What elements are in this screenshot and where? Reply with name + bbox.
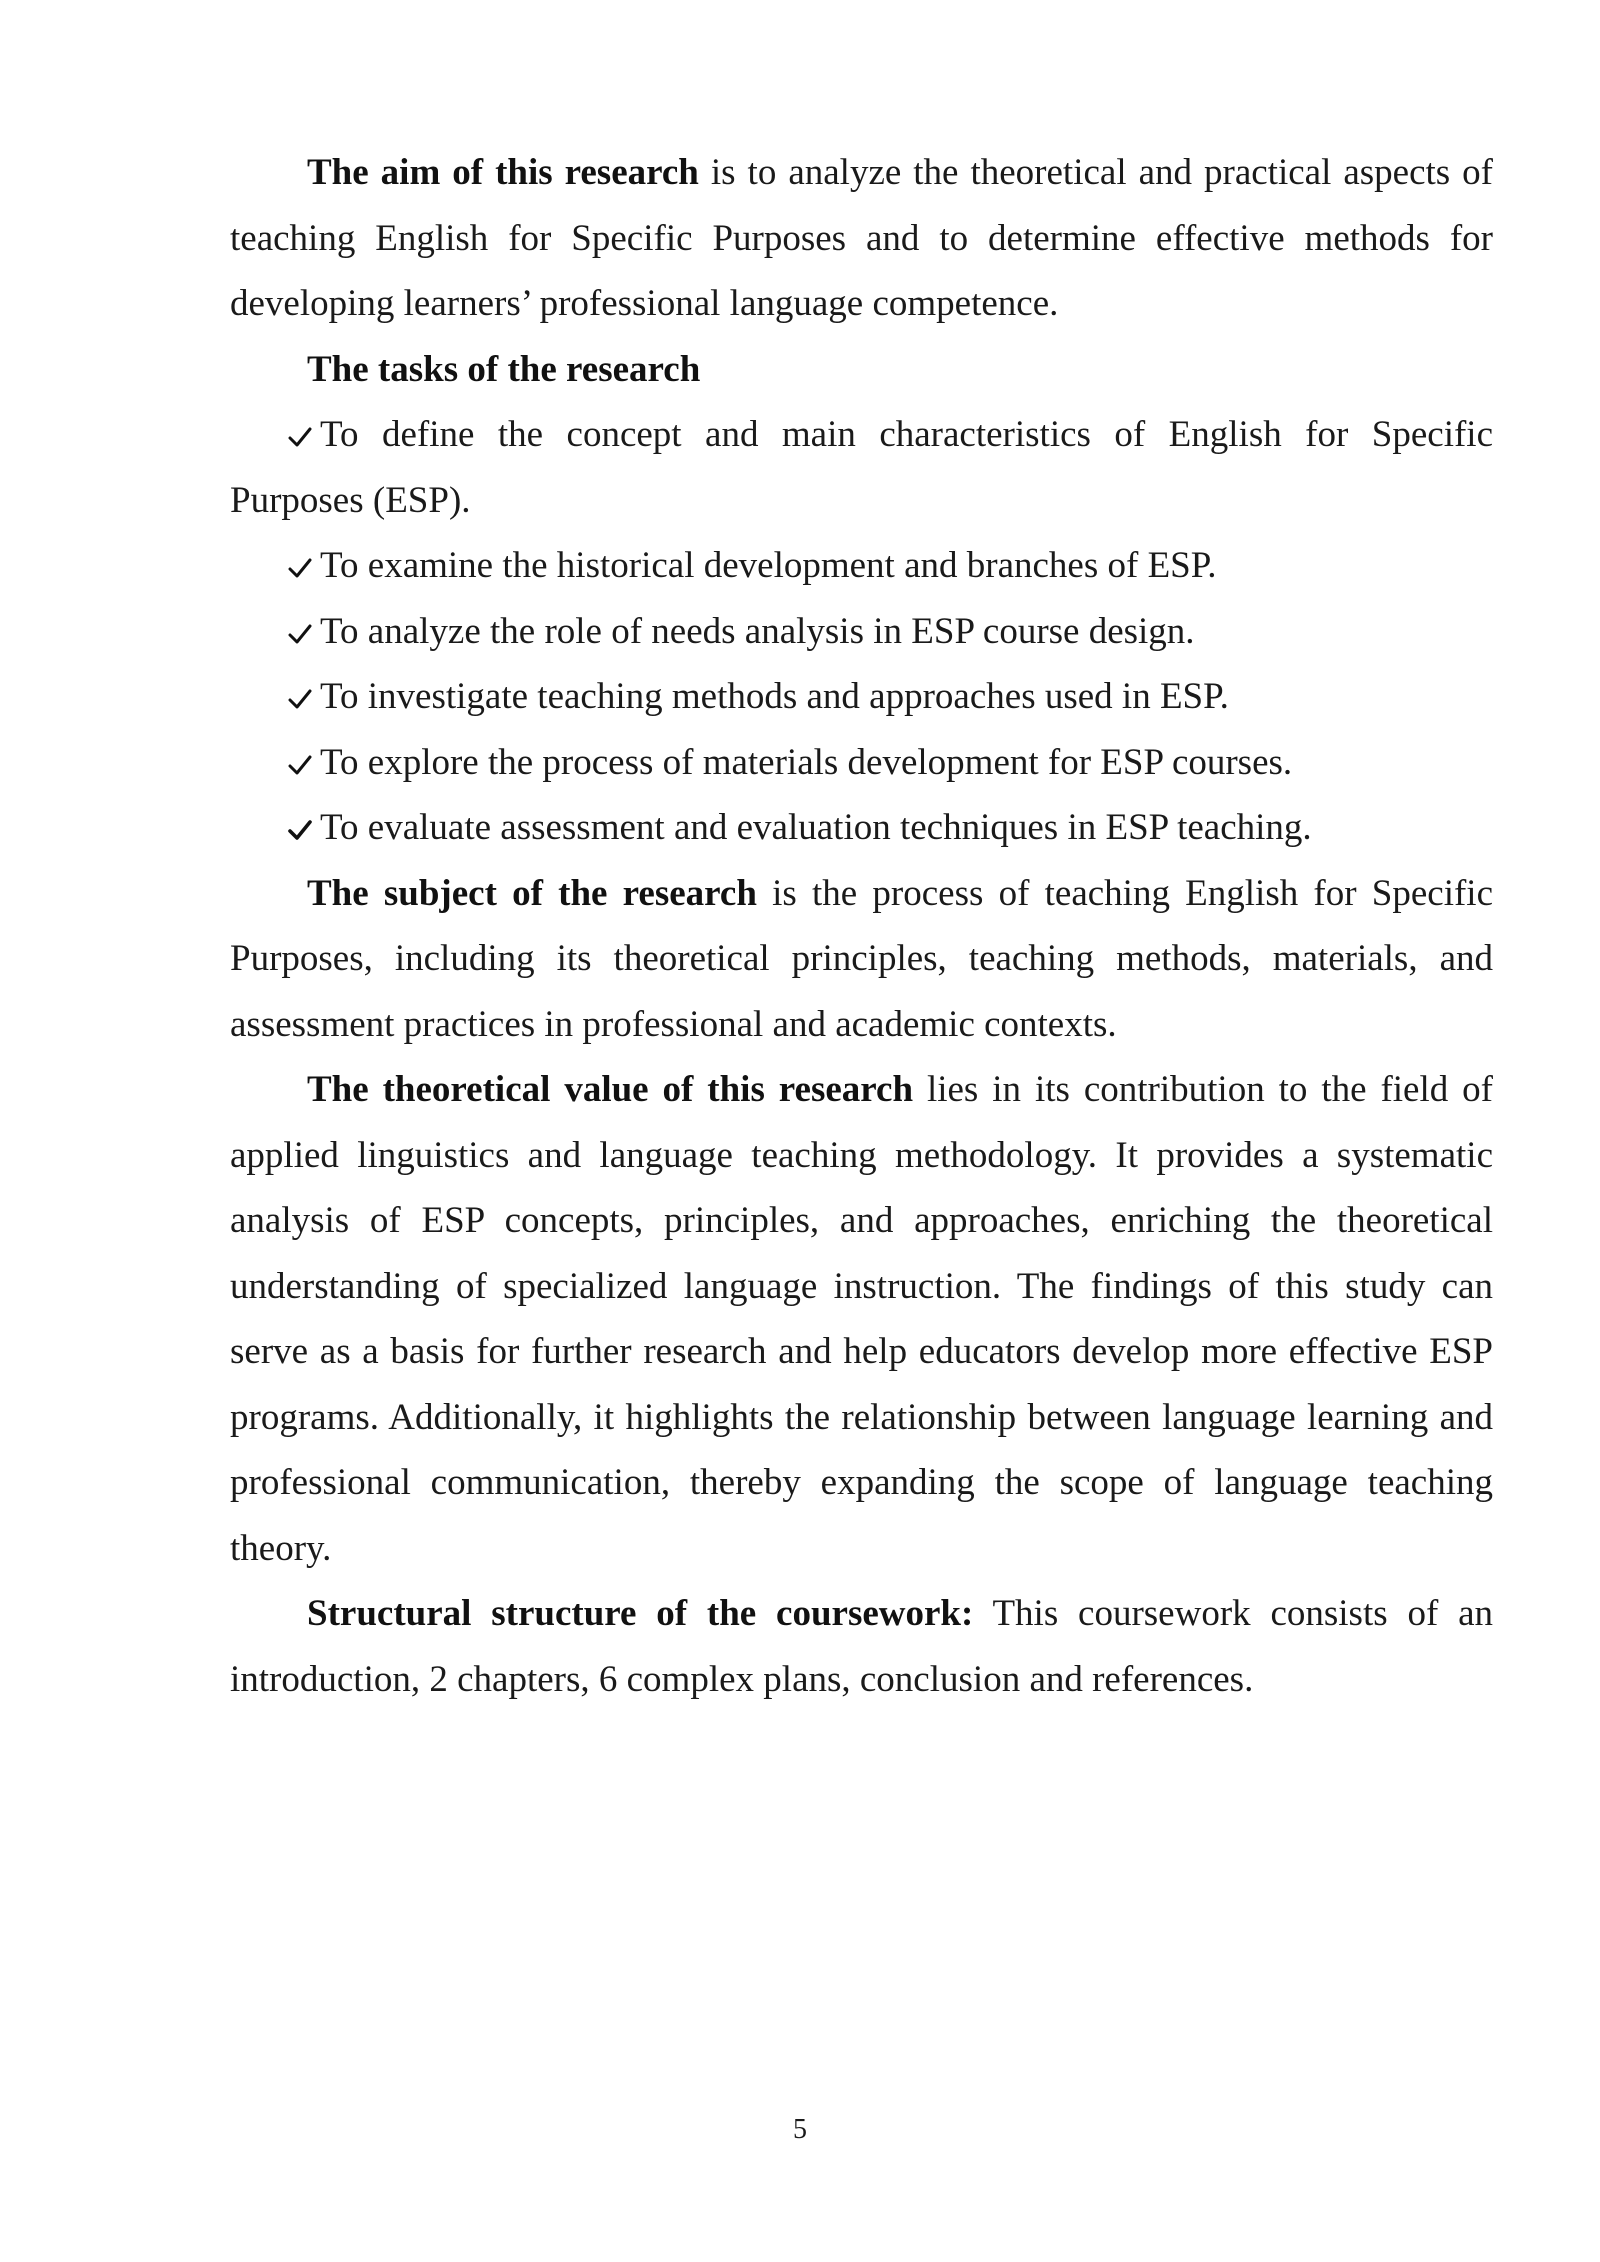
theoretical-value-text: lies in its contribution to the field of applied linguistics and language teaching methodology. It provides a systematic analysis of ESP concepts, principles, and approaches, enriching the theoretical understanding of specialized language instruction. The findings of this study can serve as a basis for further research and help educators develop more effective ESP programs. Additionally, it highlights the relationship between language learning and professional communication, thereby expanding the scope of language teaching theory. [230,1069,1493,1569]
checkmark-icon [288,533,320,599]
task-text: To define the concept and main characteristics of English for Specific Purposes (ESP). [230,414,1493,521]
task-item [230,599,1493,665]
checkmark-icon [288,795,320,861]
aim-paragraph [230,140,1493,337]
checkmark-icon [288,730,320,796]
structure-lead: Structural structure of the coursework: [307,1593,974,1634]
subject-text: is the process of teaching English for Specific Purposes, including its theoretical principles, teaching methods, materials, and assessment practices in professional and academic contexts. [230,872,1493,1045]
checkmark-icon [288,402,320,468]
subject-lead: The subject of the research [307,872,757,914]
task-text: To examine the historical development and branches of ESP. [320,545,1217,586]
task-item [230,533,1493,599]
tasks-heading: The tasks of the research [307,348,701,390]
task-item [230,402,1493,533]
theoretical-value-lead: The theoretical value of this research [307,1069,914,1110]
task-text: To evaluate assessment and evaluation techniques in ESP teaching. [320,807,1312,848]
aim-lead: The aim of this research [307,152,699,193]
structure-paragraph [230,1581,1493,1712]
page-body [230,140,1493,1712]
subject-paragraph [230,861,1493,1058]
theoretical-value-paragraph [230,1057,1493,1581]
page-number: 5 [793,2114,807,2145]
task-item [230,795,1493,861]
aim-text: is to analyze the theoretical and practical aspects of teaching English for Specific Purposes and to determine effective methods for developing learners’ professional language competence. [230,152,1493,324]
task-text: To explore the process of materials development for ESP courses. [320,741,1293,783]
task-text: To analyze the role of needs analysis in ESP course design. [320,610,1195,652]
task-text: To investigate teaching methods and approaches used in ESP. [320,676,1229,717]
task-item [230,730,1493,796]
task-item [230,664,1493,730]
structure-text: This coursework consists of an introduction, 2 chapters, 6 complex plans, conclusion and references. [230,1593,1493,1700]
checkmark-icon [288,599,320,665]
checkmark-icon [288,664,320,730]
